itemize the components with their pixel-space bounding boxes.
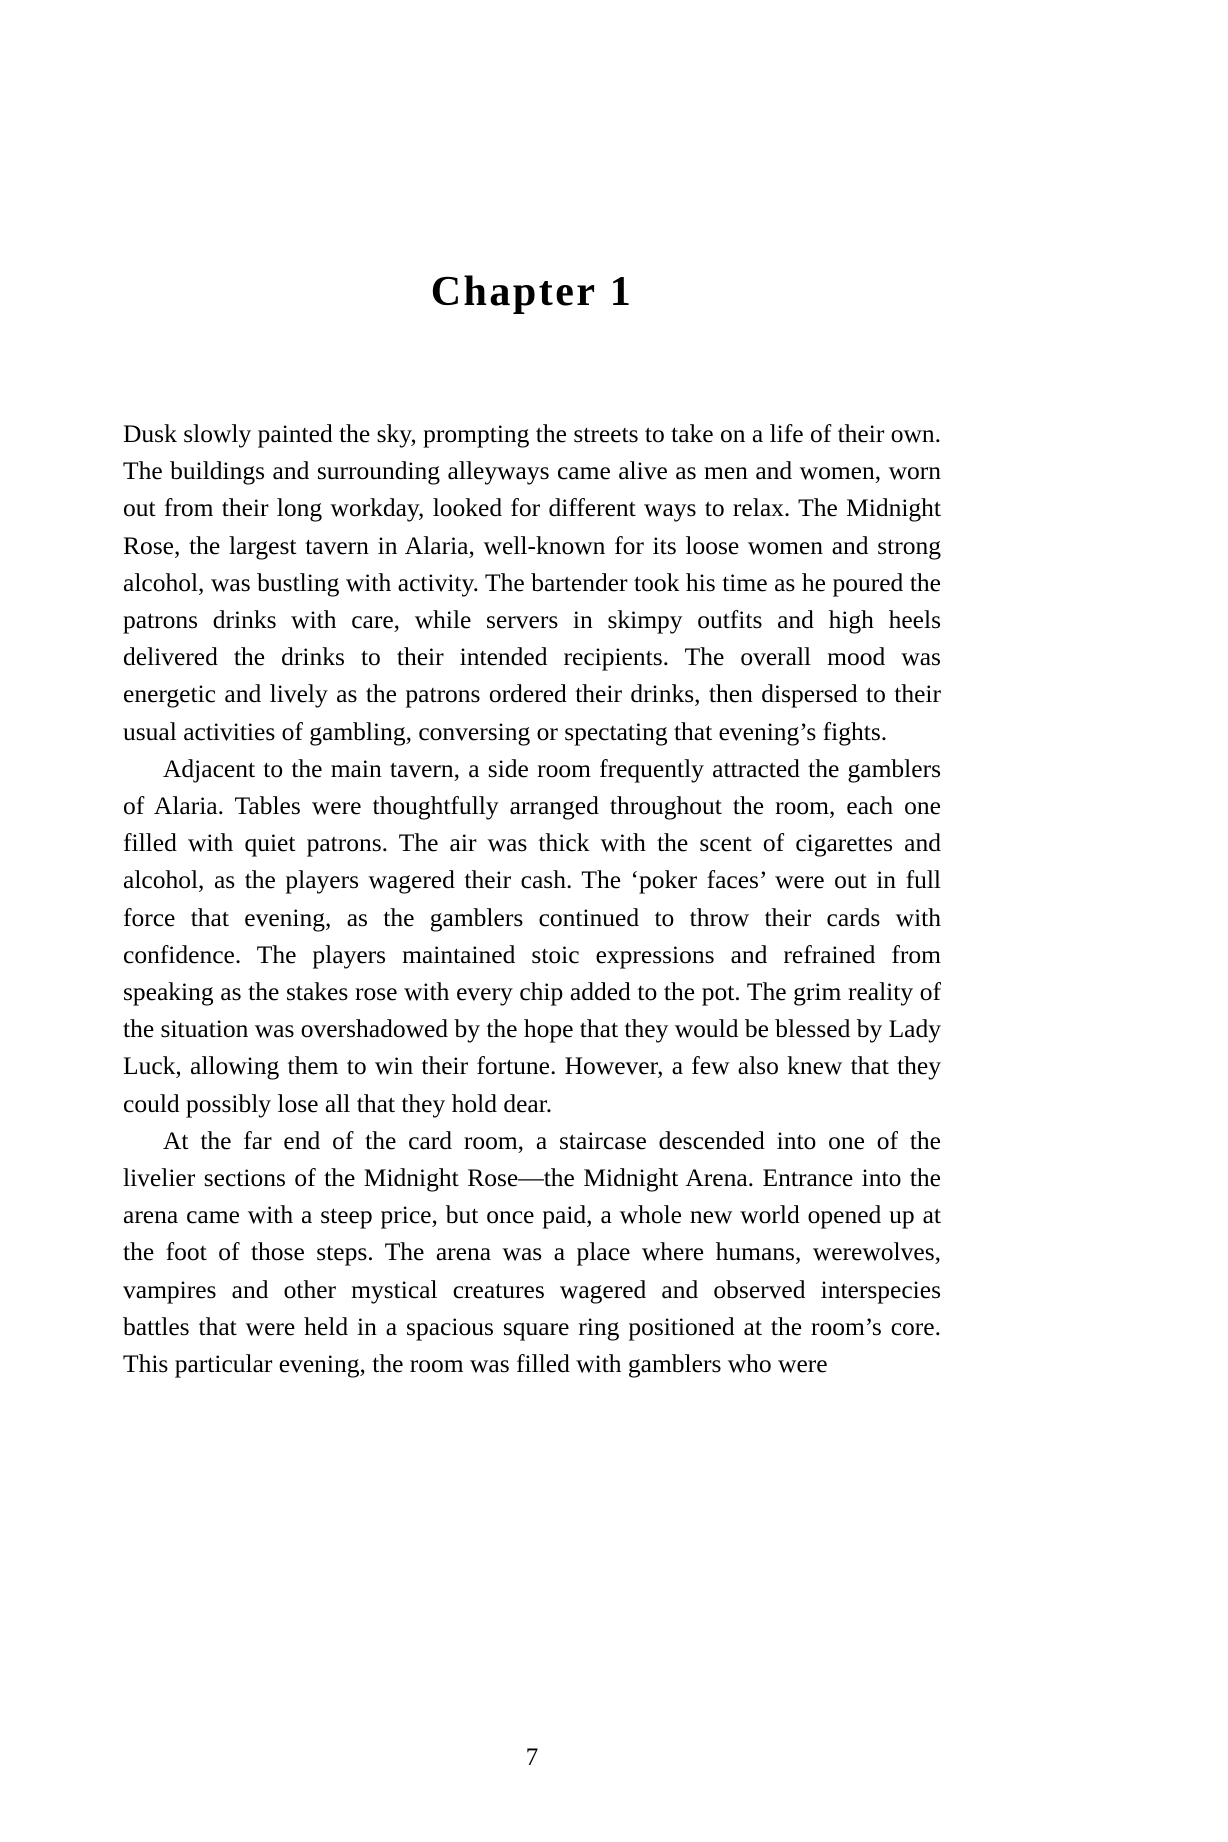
body-text-block	[123, 415, 941, 1382]
paragraph-3: At the far end of the card room, a staircase descended into one of the livelier sections of the Midnight Rose—the Midnight Arena. Entrance into the arena came with a steep price, but once paid, a whole new world opened up at the foot of those steps. The arena was a place where humans, werewolves, vampires and other mystical creatures wagered and observed interspecies battles that were held in a spacious square ring positioned at the room’s core. This particular evening, the room was filled with gamblers who were	[123, 1125, 941, 1379]
paragraph-2: Adjacent to the main tavern, a side room frequently attracted the gamblers of Alaria. Tables were thoughtfully arranged throughout the room, each one filled with quiet patrons. The air was thick with the scent of cigarettes and alcohol, as the players wagered their cash. The ‘poker faces’ were out in full force that evening, as the gamblers continued to throw their cards with confidence. The players maintained stoic expressions and refrained from speaking as the stakes rose with every chip added to the pot. The grim reality of the situation was overshadowed by the hope that they would be blessed by Lady Luck, allowing them to win their fortune. However, a few also knew that they could possibly lose all that they hold dear.	[123, 753, 941, 1118]
chapter-title: Chapter 1	[430, 269, 634, 316]
page-content-frame	[123, 0, 941, 1842]
paragraph-1: Dusk slowly painted the sky, prompting the streets to take on a life of their own. The buildings and surrounding alleyways came alive as men and women, worn out from their long workday, looked for different ways to relax. The Midnight Rose, the largest tavern in Alaria, well-known for its loose women and strong alcohol, was bustling with activity. The bartender took his time as he poured the patrons drinks with care, while servers in skimpy outfits and high heels delivered the drinks to their intended recipients. The overall mood was energetic and lively as the patrons ordered their drinks, then dispersed to their usual activities of gambling, conversing or spectating that evening’s fights.	[123, 419, 941, 746]
page-number: 7	[525, 1744, 539, 1771]
